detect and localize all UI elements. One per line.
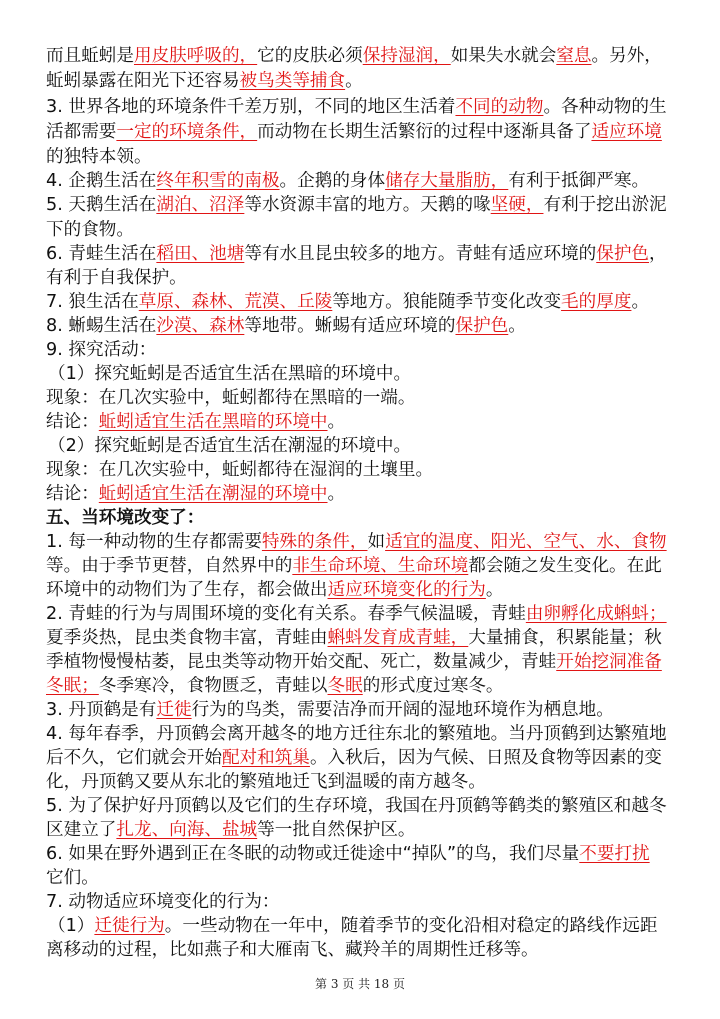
body-text: 。 [327,484,346,504]
text-line [46,746,662,771]
body-text: 五、当环境改变了： [46,508,205,528]
answer-text: 迁徙行为 [94,916,165,936]
answer-text: 一定的环境条件， [116,122,258,142]
body-text: 4. 企鹅生活在 [46,171,157,191]
text-line [46,794,667,819]
text-line [46,266,187,291]
body-text: 。一些动物在一年中，随着季节的变化沿相对稳定的路线作远距 [164,916,658,936]
body-text: 大量捕食，积累能量；秋 [468,628,662,648]
body-text: 5. 天鹅生活在 [46,195,157,215]
answer-text: 蚯蚓适宜生活在潮湿的环境中 [98,484,328,504]
body-text: 离移动的过程，比如燕子和大雁南飞、藏羚羊的周期性迁移等。 [46,940,539,960]
text-line [46,554,662,579]
answer-text: 适应环境 [591,122,662,142]
text-line [46,44,662,69]
body-text: （1） [48,916,95,936]
body-text: 等地方。狼能随季节变化改变 [332,292,562,312]
body-text: 。 [631,292,650,312]
answer-text: 由卵孵化成蝌蚪； [525,604,667,624]
answer-text: 草原、森林、荒漠、丘陵 [138,292,333,312]
body-text: 8. 蜥蜴生活在 [46,316,157,336]
body-text: 4. 每年春季，丹顶鹤会离开越冬的地方迁往东北的繁殖地。当丹顶鹤到达繁殖地 [46,724,667,744]
body-text: 结论： [46,484,99,504]
answer-text: 保持湿润， [362,46,451,66]
body-text: 区建立了 [46,820,117,840]
body-text: 有利于自我保护。 [46,268,187,288]
body-text: 季植物慢慢枯萎，昆虫类等动物开始交配、死亡，数量减少，青蛙 [46,652,557,672]
text-line [48,434,411,459]
answer-text: 配对和筑巢 [221,748,310,768]
text-line [46,169,649,194]
body-text: 。 [508,316,526,336]
body-text: 化，丹顶鹤又要从东北的繁殖地迁飞到温暖的南方越冬。 [46,772,486,792]
text-line [46,530,667,555]
body-text: 而且蚯蚓是 [46,46,134,66]
body-text: 而动物在长期生活繁衍的过程中逐渐具备了 [257,122,592,142]
text-line [46,674,504,699]
text-line [48,362,411,387]
text-line [46,410,345,435]
body-text: 。另外， [591,46,662,66]
text-line [46,698,614,723]
text-line [46,120,662,145]
body-text: 。各种动物的生 [543,97,667,117]
body-text: 1. 每一种动物的生存都需要 [46,532,262,552]
page-footer: 第 3 页 共 18 页 [315,977,405,991]
answer-text: 特殊的条件， [261,532,368,552]
answer-text: 储存大量脂肪， [385,171,509,191]
body-text: 结论： [46,412,99,432]
answer-text: 毛的厚度 [561,292,632,312]
answer-text: 适应环境变化的行为 [327,580,486,600]
text-line [46,482,345,507]
answer-text: 冬眠； [46,676,99,696]
body-text: 7. 动物适应环境变化的行为： [46,892,280,912]
answer-text: 扎龙、向海、盐城 [116,820,258,840]
answer-text: 冬眠 [327,676,363,696]
answer-text: 非生命环境、生命环境 [292,556,469,576]
body-text: 。 [327,412,346,432]
body-text: 7. 狼生活在 [46,292,139,312]
text-line [46,193,667,218]
body-text: 等一批自然保护区。 [257,820,416,840]
text-line [46,145,152,170]
body-text: 的形式度过寒冬。 [362,676,504,696]
text-line [46,242,667,267]
text-line [46,722,667,747]
body-text: 活都需要 [46,122,117,142]
body-text: 后不久，它们就会开始 [46,748,222,768]
body-text: 。 [485,580,504,600]
body-text: （2）探究蚯蚓是否适宜生活在潮湿的环境中。 [48,436,412,456]
body-text: 如果失水就会 [450,46,557,66]
answer-text: 稻田、池塘 [156,244,245,264]
body-text: 6. 如果在野外遇到正在冬眠的动物或迁徙途中“掉队”的鸟，我们尽量 [46,844,580,864]
answer-text: 用皮肤呼吸的， [133,46,258,66]
body-text: 下的食物。 [46,220,134,240]
text-line [46,842,650,867]
body-text: 。企鹅的身体 [279,171,386,191]
answer-text: 蚯蚓适宜生活在黑暗的环境中 [98,412,328,432]
text-line [48,914,657,939]
text-line [46,69,363,94]
body-text: 它的皮肤必须 [257,46,363,66]
text-line [46,218,134,243]
answer-text: 不要打扰 [579,844,650,864]
answer-text: 被鸟类等捕食 [239,71,346,91]
text-line [46,314,526,339]
answer-text: 保护色 [455,316,509,336]
answer-text: 湖泊、沼泽 [156,195,245,215]
answer-text: 迁徙 [156,700,192,720]
text-line [46,602,667,627]
text-line [46,890,280,915]
text-line [46,95,667,120]
body-text: 都会随之发生变化。在此 [468,556,662,576]
answer-text: 窒息 [556,46,592,66]
body-text: 3. 丹顶鹤是有 [46,700,157,720]
body-text: （1）探究蚯蚓是否适宜生活在黑暗的环境中。 [48,364,412,384]
text-line [46,770,486,795]
answer-text: 保护色 [596,244,650,264]
body-text: 有利于挖出淤泥 [543,195,667,215]
body-text: 它们。 [46,868,99,888]
body-text: 等。由于季节更替，自然界中的 [46,556,293,576]
section-heading [46,506,204,531]
body-text: 蚯蚓暴露在阳光下还容易 [46,71,240,91]
text-line [46,386,415,411]
body-text: 6. 青蛙生活在 [46,244,157,264]
body-text: 的独特本领。 [46,147,152,167]
body-text: 9. 探究活动： [46,340,157,360]
text-line [46,866,99,891]
body-text: ， [649,244,667,264]
text-line [46,650,662,675]
answer-text: 蝌蚪发育成青蛙， [327,628,469,648]
body-text: 现象：在几次实验中，蚯蚓都待在湿润的土壤里。 [46,460,434,480]
text-line [46,290,649,315]
body-text: 环境中的动物们为了生存，都会做出 [46,580,328,600]
body-text: 。入秋后，因为气候、日照及食物等因素的变 [309,748,662,768]
answer-text: 适宜的温度、阳光、空气、水、食物 [385,532,667,552]
text-line [46,938,539,963]
answer-text: 不同的动物 [455,97,544,117]
answer-text: 开始挖洞准备 [556,652,662,672]
answer-text: 坚硬， [490,195,544,215]
body-text: 2. 青蛙的行为与周围环境的变化有关系。春季气候温暖，青蛙 [46,604,526,624]
body-text: 。 [345,71,363,91]
body-text: 等有水且昆虫较多的地方。青蛙有适应环境的 [244,244,597,264]
body-text: 等地带。蜥蜴有适应环境的 [244,316,456,336]
body-text: 夏季炎热，昆虫类食物丰富，青蛙由 [46,628,328,648]
text-line [46,338,156,363]
body-text: 如 [367,532,386,552]
answer-text: 沙漠、森林 [156,316,245,336]
body-text: 3. 世界各地的环境条件千差万别，不同的地区生活着 [46,97,456,117]
body-text: 行为的鸟类，需要洁净而开阔的湿地环境作为栖息地。 [191,700,614,720]
text-line [46,626,662,651]
body-text: 冬季寒冷，食物匮乏，青蛙以 [98,676,328,696]
body-text: 有利于抵御严寒。 [508,171,650,191]
body-text: 5. 为了保护好丹顶鹤以及它们的生存环境，我国在丹顶鹤等鹤类的繁殖区和越冬 [46,796,667,816]
body-text: 等水资源丰富的地方。天鹅的喙 [244,195,491,215]
answer-text: 终年积雪的南极 [156,171,280,191]
text-line [46,818,416,843]
body-text: 现象：在几次实验中，蚯蚓都待在黑暗的一端。 [46,388,416,408]
text-line [46,578,503,603]
text-line [46,458,433,483]
